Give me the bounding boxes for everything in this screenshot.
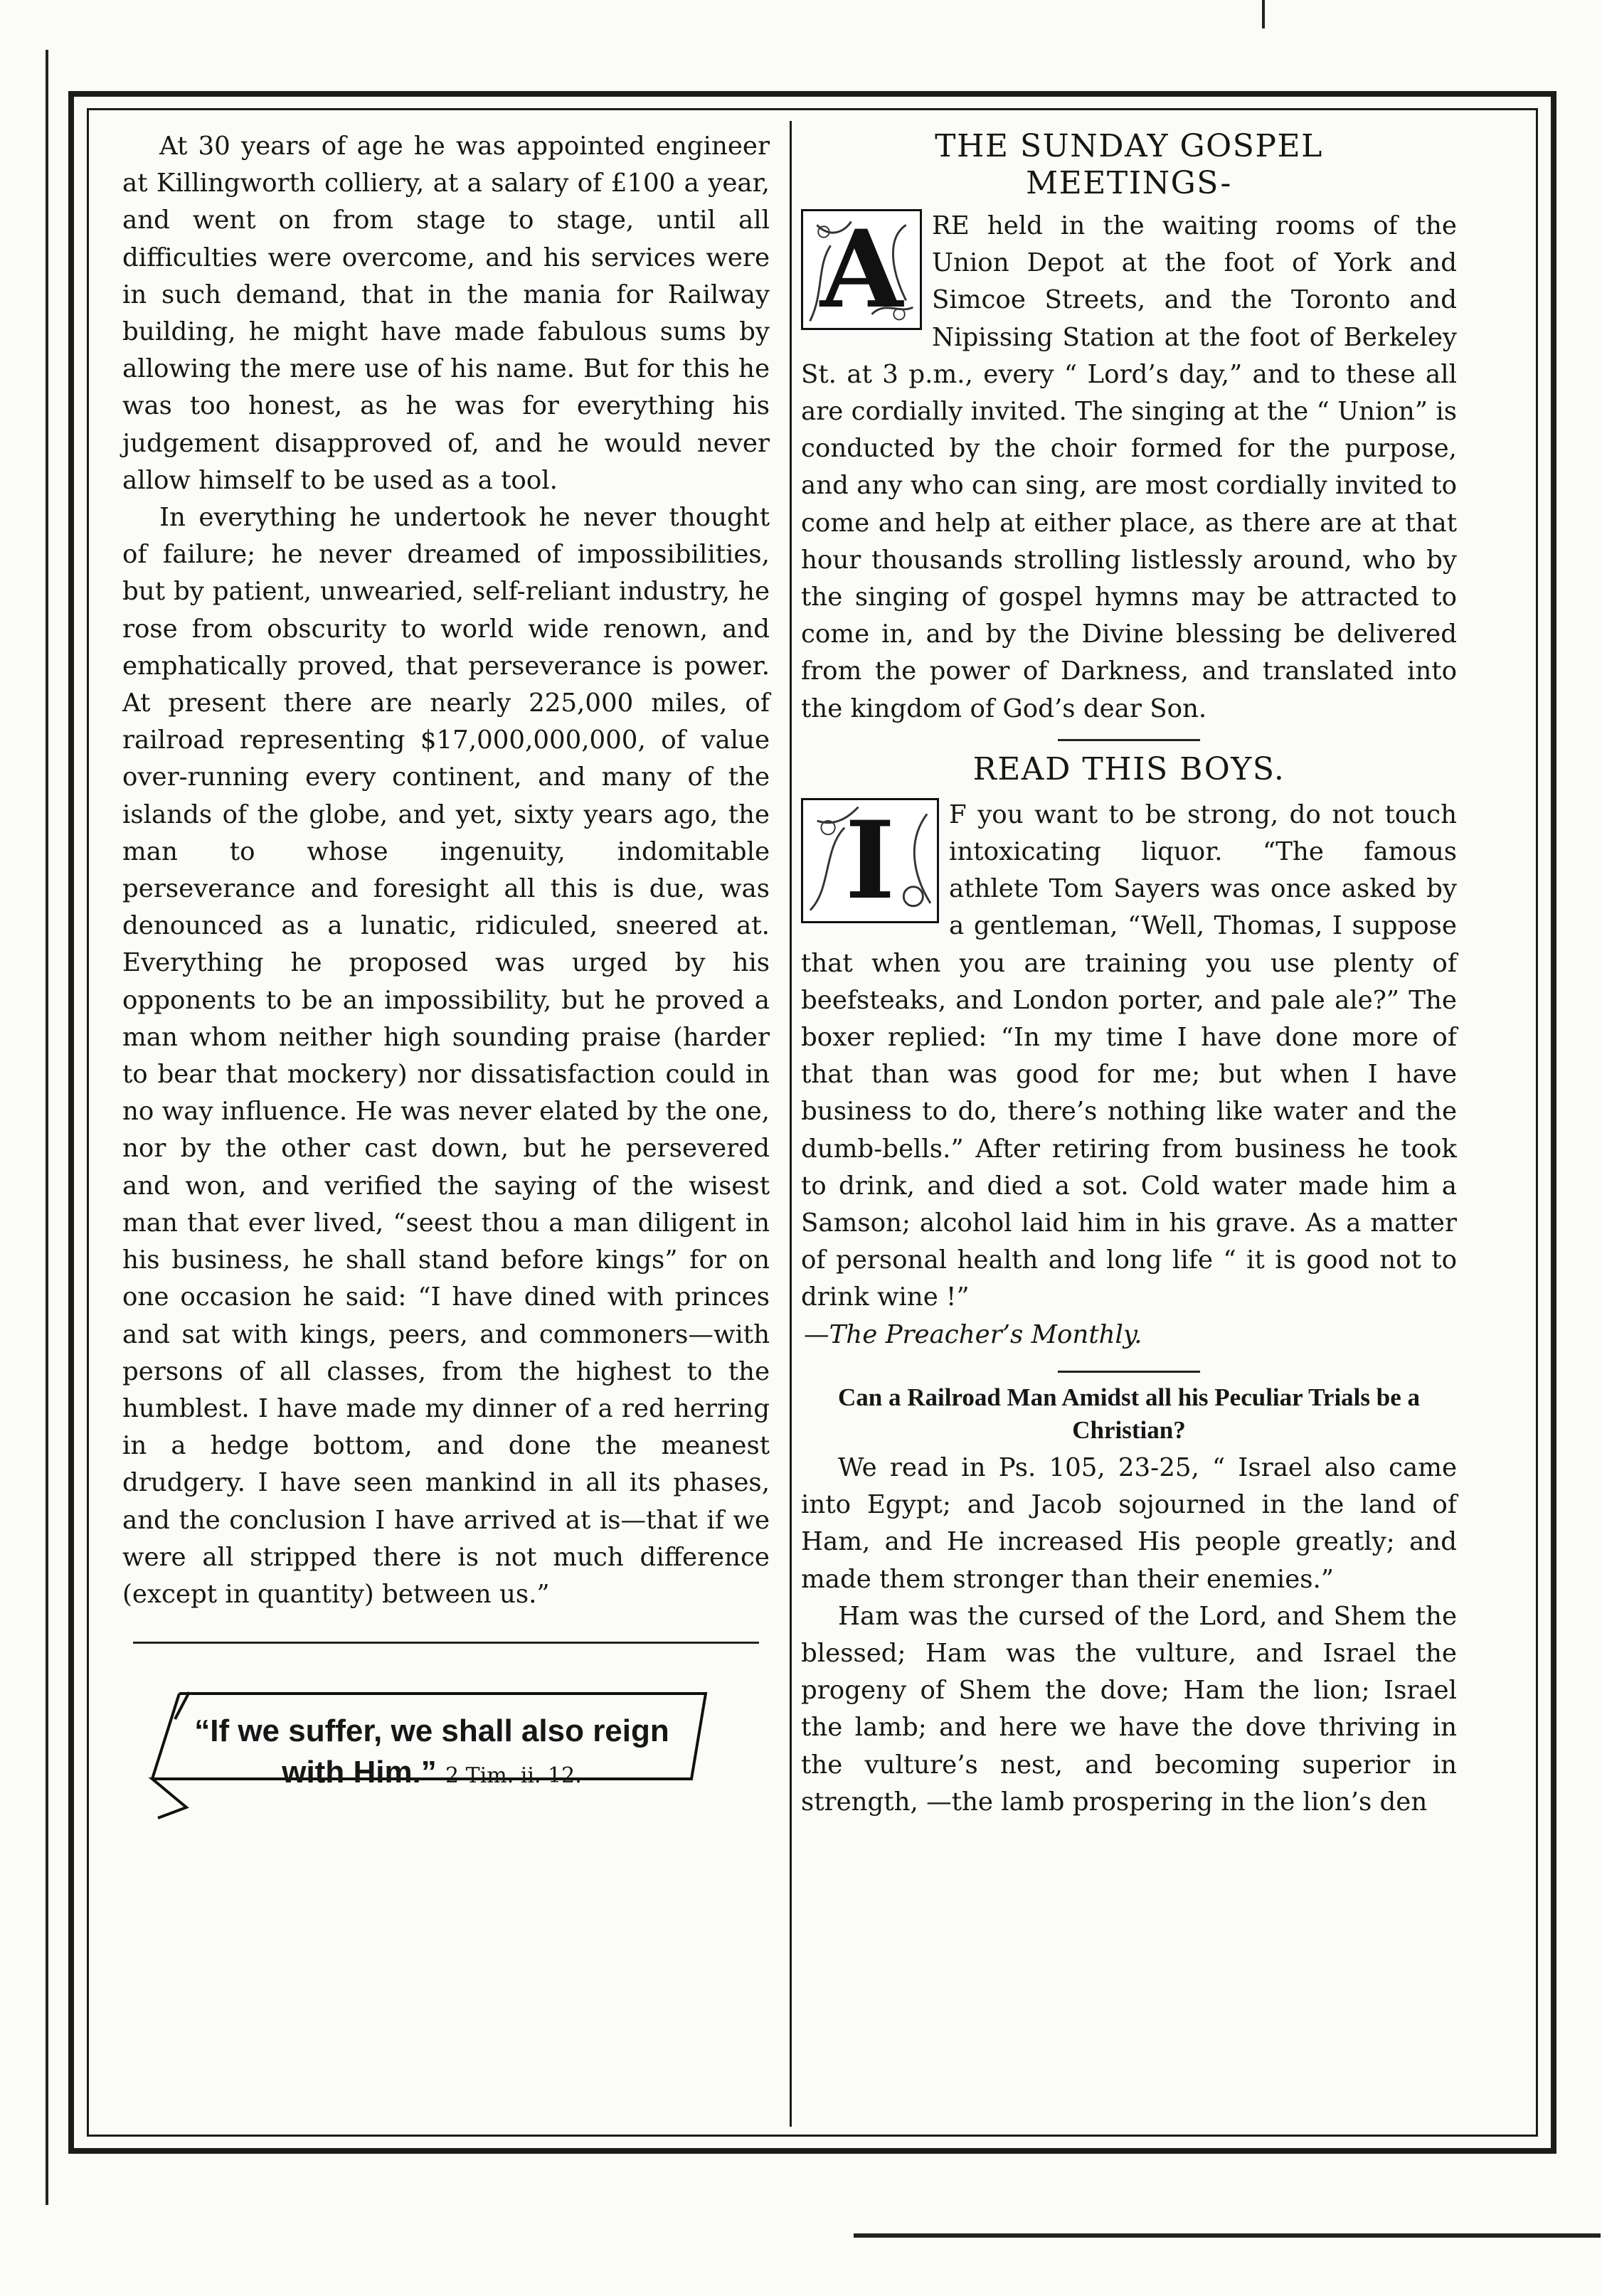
railroad-man-heading: Can a Railroad Man Amidst all his Peculiar Trials be a Christian? [837,1383,1421,1444]
dropcap-letter: A [819,207,903,332]
quote-text: “If we suffer, we shall also reign with Him.” [194,1713,669,1790]
dropcap-a-icon [801,209,922,330]
section-rule [133,1642,759,1644]
right-column [801,128,1457,1821]
bottom-edge-rule [854,2233,1601,2238]
railroad-paragraph-2: Ham was the cursed of the Lord, and Shem the blessed; Ham was the vulture, and Israel the progeny of Shem the dove; Ham the lion; Israel the lamb; and here we have the dove thriving in the vulture’s nest, and becoming superior in strength, —the lamb prospering in the lion’s den [801,1601,1457,1817]
gospel-meetings-heading: THE SUNDAY GOSPEL MEETINGS- [935,128,1323,201]
gospel-meetings-text: RE held in the waiting rooms of the Union Depot at the foot of York and Simcoe Streets, and the Toronto and Nipissing Station at the foot of Berkeley St. at 3 p.m., every “ Lord’s day,” and to these all are cordially invited. The singing at the “ Union” is conducted by the choir formed for the purpose, and any who can sing, are most cordially invited to come and help at either place, as there are at that hour thousands strolling listlessly around, who by the singing of gospel hymns may be attracted to come in, and by the Divine blessing be delivered from the power of Darkness, and translated into the kingdom of God’s dear Son. [801,211,1457,723]
binding-margin-line [46,50,48,2205]
scripture-quote-banner [137,1686,713,1822]
left-column [122,128,770,1822]
column-divider [790,121,792,2127]
dropcap-i-icon [801,798,939,923]
dropcap-letter: I [844,797,896,923]
section-rule [1058,1371,1200,1373]
quote-reference: 2 Tim. ii. 12. [445,1763,582,1789]
section-rule [1058,739,1200,741]
read-this-boys-heading: READ THIS BOYS. [972,750,1285,787]
read-this-boys-section [801,797,1457,1354]
read-this-boys-text: F you want to be strong, do not touch intoxicating liquor. “The famous athlete Tom Sayers was once asked by a gentleman, “Well, Thomas, I suppose that when you are training you use plenty of beefsteaks, and London porter, and pale ale?” The boxer replied: “In my time I have done more of that than was good for me; but when I have business to do, there’s nothing like water and the dumb-bells.” After retiring from business he took to drink, and died a sot. Cold water made him a Samson; alcohol laid him in his grave. As a matter of personal health and long life “ it is good not to drink wine !” [801,799,1457,1312]
scripture-quote [179,1711,684,1797]
stephenson-paragraph-2: In everything he undertook he never thought of failure; he never dreamed of impossibilities, but by patient, unwearied, self-reliant industry, he rose from obscurity to world wide renown, and emphatically proved, that perseverance is power. At present there are nearly 225,000 miles, of railroad representing $17,000,000,000, of value over-running every continent, and many of the islands of the globe, and yet, sixty years ago, the man to whose ingenuity, indomitable perseverance and foresight all this is due, was denounced as a lunatic, ridiculed, sneered at. Everything he proposed was urged by his opponents to be an impossibility, but he proved a man whom neither high sounding praise (harder to bear that mockery) nor dissatisfaction could in no way influence. He was never elated by the one, nor by the other cast down, but he persevered and won, and verified the saying of the wisest man that ever lived, “seest thou a man diligent in his business, he shall stand before kings” for on one occasion he said: “I have dined with princes and sat with kings, peers, and commoners—with persons of all classes, from the highest to the humblest. I have made my dinner of a red herring in a hedge bottom, and done the meanest drudgery. I have seen mankind in all its phases, and the conclusion I have arrived at is—that if we were all stripped there is not much difference (except in quantity) between us.” [122,503,770,1609]
gospel-meetings-section [801,208,1457,728]
railroad-paragraph-1: We read in Ps. 105, 23-25, “ Israel also came into Egypt; and Jacob sojourned in the land of Ham, and He increased His people greatly; and made them stronger than their enemies.” [801,1452,1457,1594]
read-this-boys-attribution: —The Preacher’s Monthly. [804,1319,1142,1349]
stephenson-paragraph-1: At 30 years of age he was appointed engineer at Killingworth colliery, at a salary of £100 a year, and went on from stage to stage, until all difficulties were overcome, and his services were in such demand, that in the mania for Railway building, he might have made fabulous sums by allowing the mere use of his name. But for this he was too honest, as he was for everything his judgement disapproved of, and he would never allow himself to be used as a tool. [122,132,770,495]
top-edge-mark [1262,0,1265,28]
